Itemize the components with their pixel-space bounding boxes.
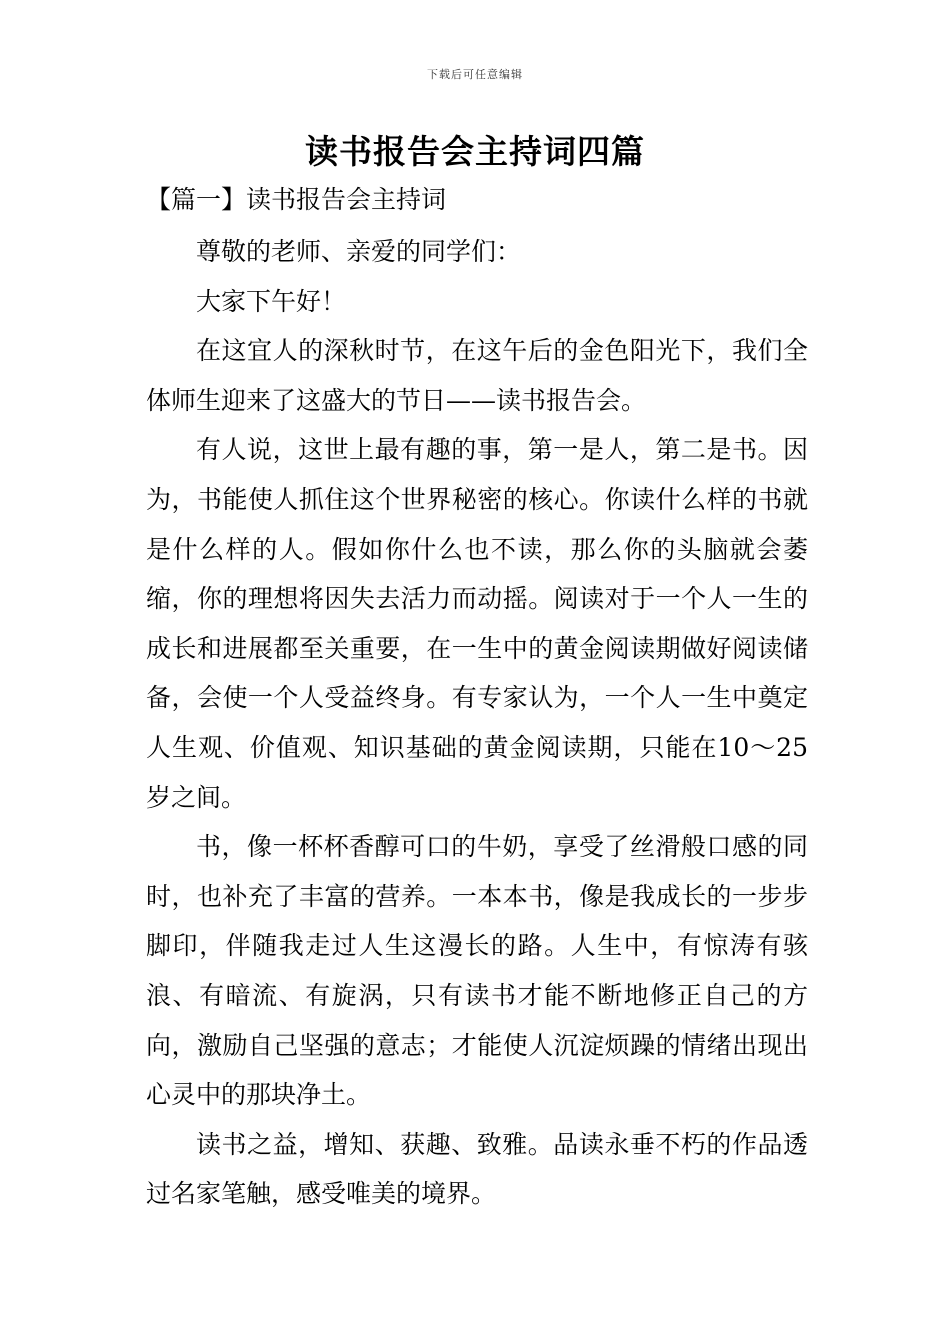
body-text: [146, 227, 808, 1219]
paragraph-opening: 在这宜人的深秋时节，在这午后的金色阳光下，我们全体师生迎来了这盛大的节日——读书报告会。: [146, 336, 808, 415]
paragraph-salutation: 尊敬的老师、亲爱的同学们：: [196, 237, 522, 266]
paragraph-reading-benefits: 读书之益，增知、获趣、致雅。品读永垂不朽的作品透过名家笔触，感受唯美的境界。: [146, 1129, 808, 1209]
paragraph-reading-value: 有人说，这世上最有趣的事，第一是人，第二是书。因为，书能使人抓住这个世界秘密的核心。你读什么样的书就是什么样的人。假如你什么也不读，那么你的头脑就会萎缩，你的理想将因失去活力而动摇。阅读对于一个人一生的成长和进展都至关重要，在一生中的黄金阅读期做好阅读储备，会使一个人受益终身。有专家认为，一个人一生中奠定人生观、价值观、知识基础的黄金阅读期，只能在10～25岁之间。: [146, 435, 808, 812]
section-heading: 【篇一】读书报告会主持词: [146, 185, 447, 214]
paragraph-book-metaphor: 书，像一杯杯香醇可口的牛奶，享受了丝滑般口感的同时，也补充了丰富的营养。一本本书，像是我成长的一步步脚印，伴随我走过人生这漫长的路。人生中，有惊涛有骇浪、有暗流、有旋涡，只有读书才能不断地修正自己的方向，激励自己坚强的意志；才能使人沉淀烦躁的情绪出现出心灵中的那块净土。: [146, 832, 808, 1110]
paragraph-greeting: 大家下午好！: [196, 286, 347, 316]
document-title: 读书报告会主持词四篇: [305, 132, 645, 171]
header-note: 下载后可任意编辑: [427, 68, 523, 81]
